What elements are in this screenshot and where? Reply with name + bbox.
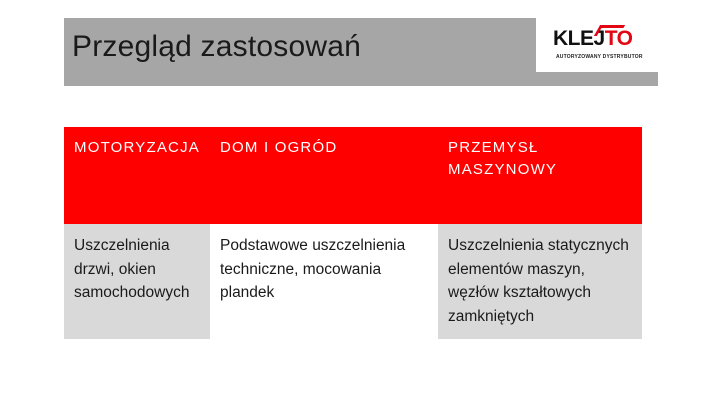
table-cell-dom-i-ogrod: Podstawowe uszczelnienia techniczne, mocowania plandek	[210, 224, 438, 339]
logo-wordmark-start: KLEJ	[553, 27, 605, 50]
column-header-motoryzacja: MOTORYZACJA	[74, 139, 200, 156]
logo-tagline: AUTORYZOWANY DYSTRYBUTOR	[556, 54, 643, 60]
column-header-dom-i-ogrod: DOM I OGRÓD	[220, 139, 338, 156]
logo-wordmark-end: TO	[604, 27, 633, 50]
table-cell-przemysl-maszynowy: Uszczelnienia statycznych elementów maszyn, węzłów kształtowych zamkniętych	[438, 224, 642, 339]
slide-title: Przegląd zastosowań	[72, 30, 361, 63]
column-header-przemysl-maszynowy: PRZEMYSŁ MASZYNOWY	[448, 139, 558, 178]
table-cell-motoryzacja: Uszczelnienia drzwi, okien samochodowych	[64, 224, 210, 339]
